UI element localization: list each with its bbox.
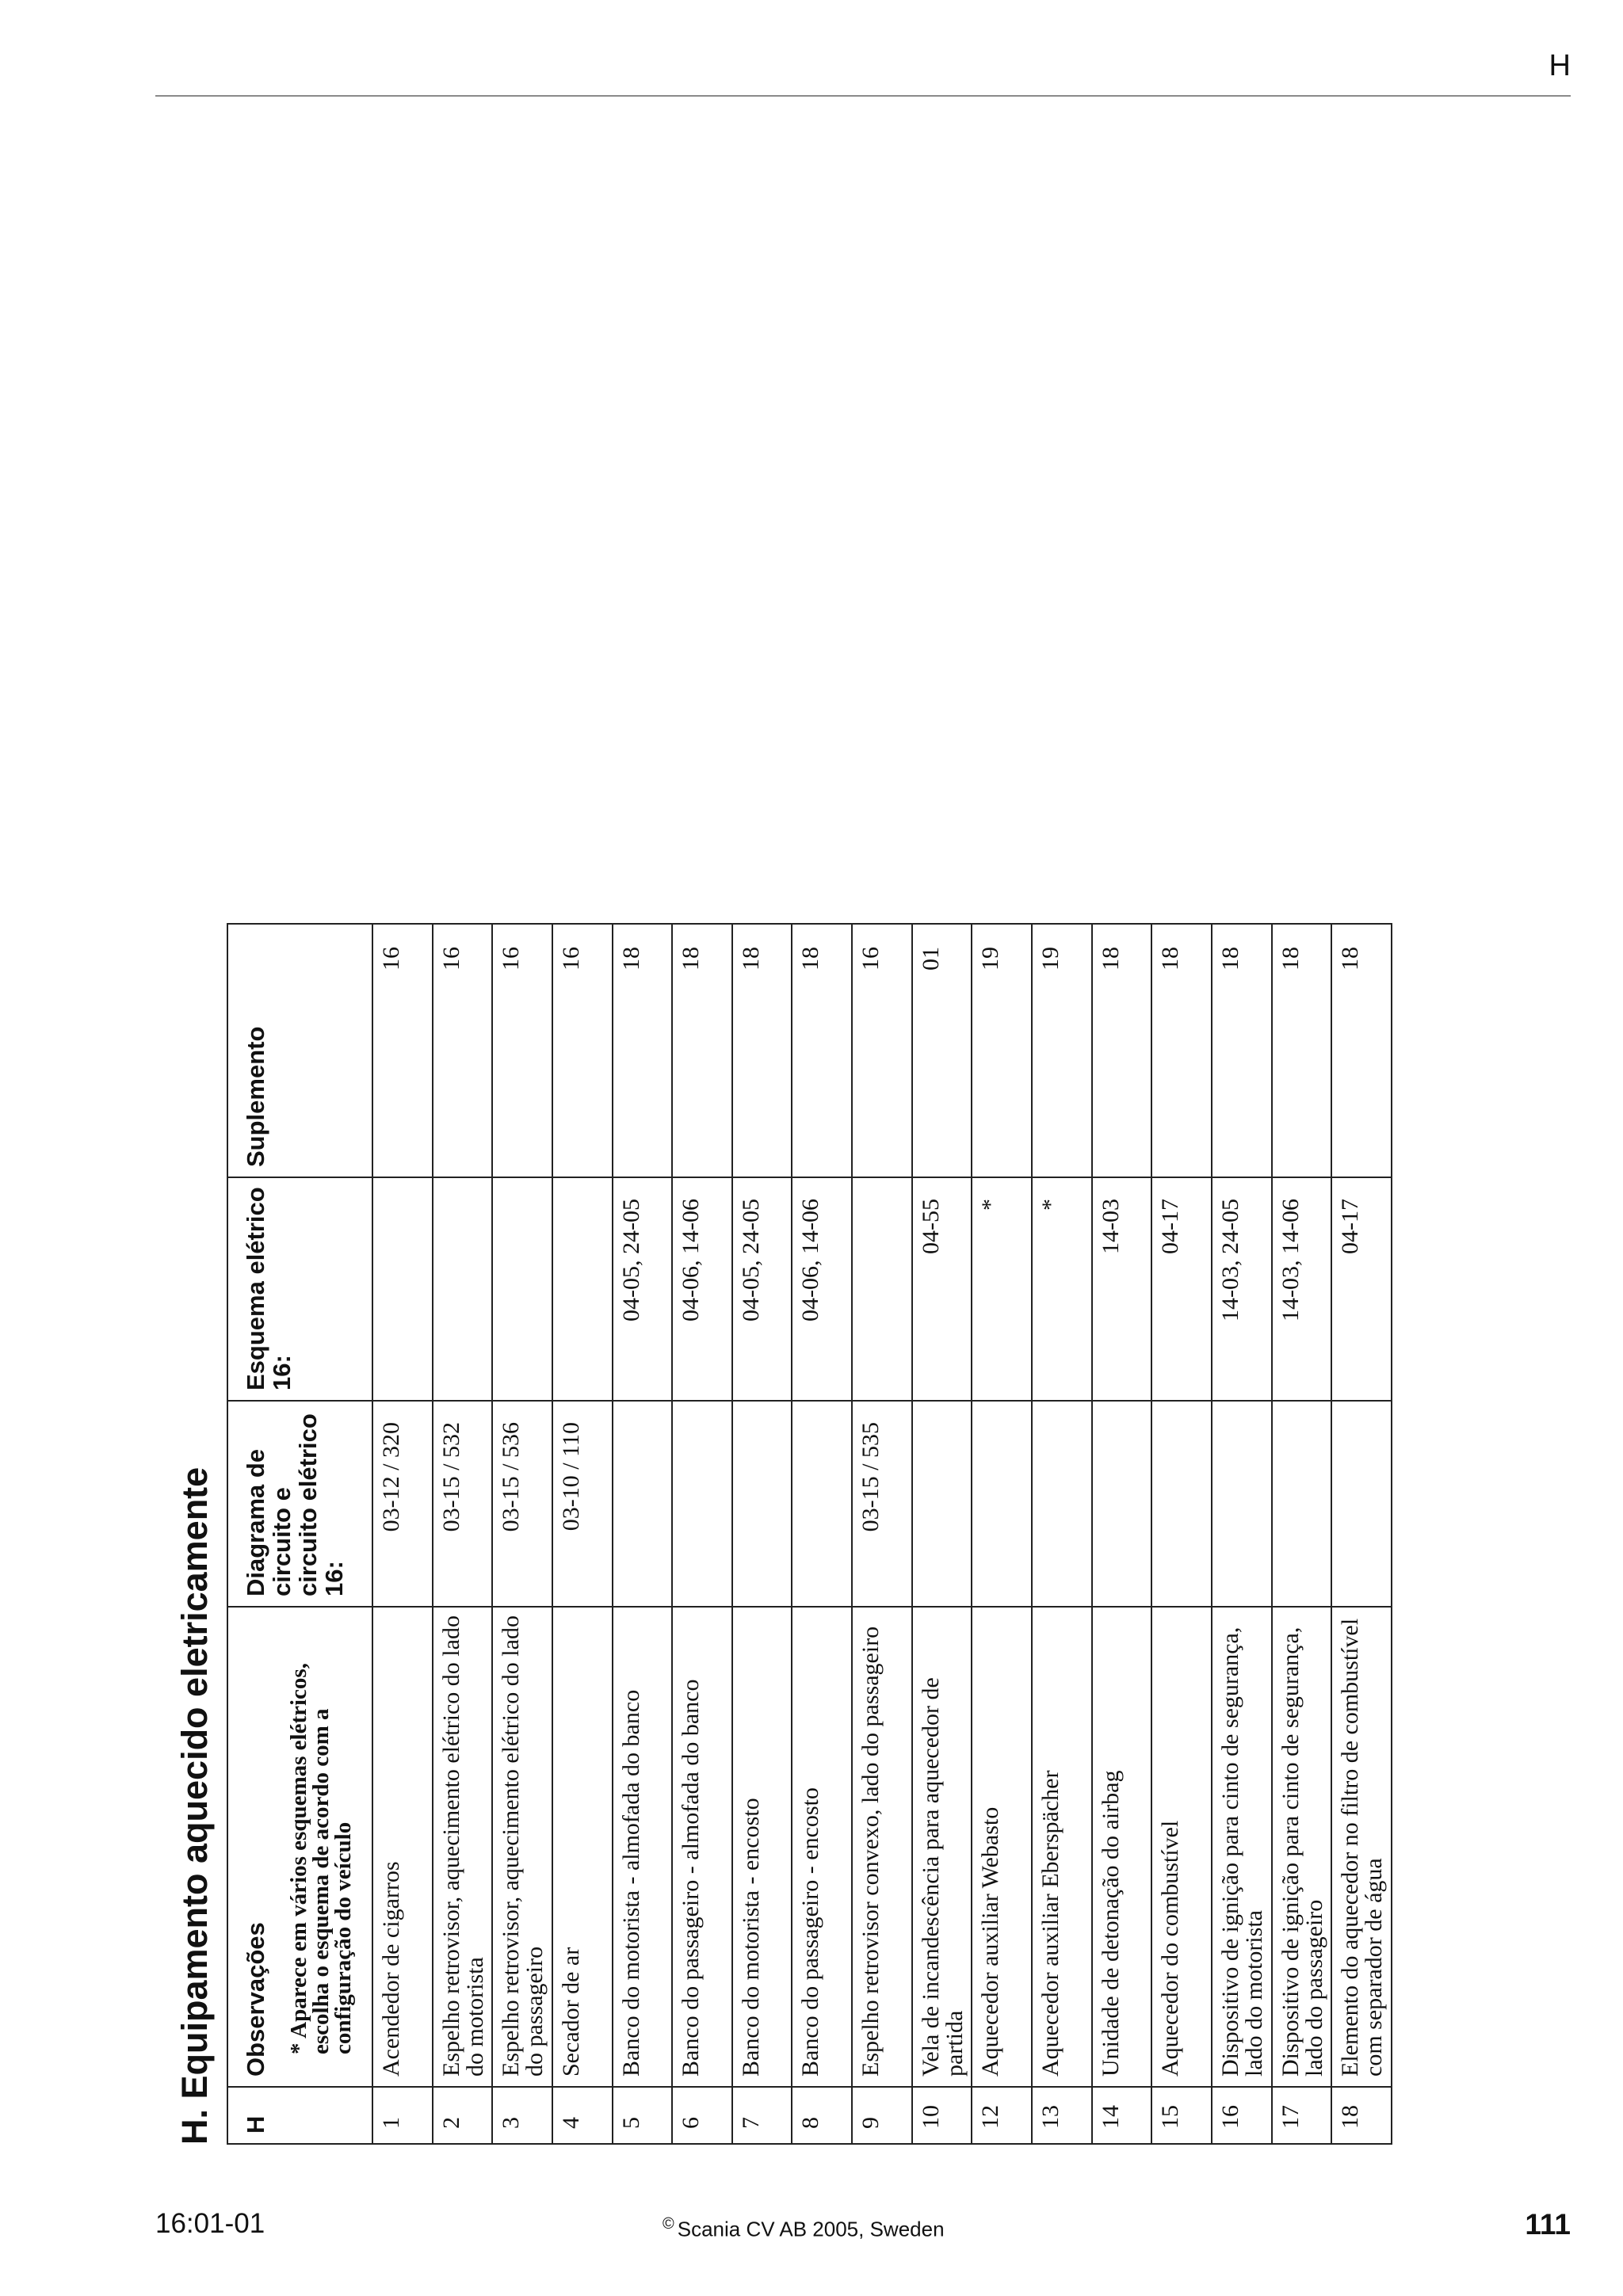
row-observacao: Banco do passageiro - almofada do banco	[672, 1607, 732, 2087]
table-row	[1272, 924, 1332, 2144]
row-esquema: 14-03, 14-06	[1272, 1177, 1332, 1401]
header-diagrama: Diagrama de circuito e circuito elétrico 16:	[227, 1401, 372, 1607]
table-row	[672, 924, 732, 2144]
table-row	[1212, 924, 1272, 2144]
row-esquema: 04-06, 14-06	[792, 1177, 852, 1401]
row-diagrama: 03-10 / 110	[552, 1401, 613, 1607]
header-divider	[155, 95, 1571, 97]
footer-page-number: 111	[1525, 2208, 1571, 2241]
row-number: 9	[852, 2087, 912, 2144]
row-suplemento: 16	[492, 924, 552, 1177]
row-observacao: Secador de ar	[552, 1607, 613, 2087]
table-row	[732, 924, 792, 2144]
row-suplemento: 01	[912, 924, 972, 1177]
row-diagrama	[912, 1401, 972, 1607]
row-suplemento: 18	[1331, 924, 1392, 1177]
row-diagrama	[732, 1401, 792, 1607]
row-diagrama	[792, 1401, 852, 1607]
rotated-content	[168, 925, 1472, 2145]
row-esquema: 04-17	[1151, 1177, 1212, 1401]
row-suplemento: 16	[852, 924, 912, 1177]
row-esquema: 04-05, 24-05	[613, 1177, 673, 1401]
row-observacao: Acendedor de cigarros	[372, 1607, 433, 2087]
row-esquema: *	[972, 1177, 1032, 1401]
table-row	[912, 924, 972, 2144]
header-observacoes-label: Observações	[242, 1922, 269, 2077]
row-observacao: Dispositivo de ignição para cinto de segurança, lado do passageiro	[1272, 1607, 1332, 2087]
row-observacao: Elemento do aquecedor no filtro de combustível com separador de água	[1331, 1607, 1392, 2087]
row-esquema	[372, 1177, 433, 1401]
row-number: 18	[1331, 2087, 1392, 2144]
equipment-table	[227, 923, 1392, 2145]
row-diagrama: 03-12 / 320	[372, 1401, 433, 1607]
table-row	[433, 924, 493, 2144]
table-row	[1331, 924, 1392, 2144]
row-number: 16	[1212, 2087, 1272, 2144]
header-suplemento: Suplemento	[227, 924, 372, 1177]
header-observacoes	[227, 1607, 372, 2087]
row-observacao: Espelho retrovisor, aquecimento elétrico do lado do passageiro	[492, 1607, 552, 2087]
row-suplemento: 18	[1272, 924, 1332, 1177]
row-diagrama	[1092, 1401, 1152, 1607]
row-number: 4	[552, 2087, 613, 2144]
copyright-text: Scania CV AB 2005, Sweden	[677, 2217, 945, 2241]
row-number: 13	[1032, 2087, 1092, 2144]
row-esquema	[492, 1177, 552, 1401]
row-suplemento: 18	[672, 924, 732, 1177]
page-title: H. Equipamento aquecido eletricamente	[174, 1466, 215, 2145]
table-body	[372, 924, 1392, 2144]
row-suplemento: 18	[613, 924, 673, 1177]
row-diagrama	[1032, 1401, 1092, 1607]
row-number: 17	[1272, 2087, 1332, 2144]
row-esquema: 04-06, 14-06	[672, 1177, 732, 1401]
row-suplemento: 18	[792, 924, 852, 1177]
row-suplemento: 16	[372, 924, 433, 1177]
section-letter: H	[1549, 49, 1571, 82]
table-row	[852, 924, 912, 2144]
row-diagrama: 03-15 / 532	[433, 1401, 493, 1607]
row-number: 2	[433, 2087, 493, 2144]
row-suplemento: 19	[972, 924, 1032, 1177]
row-suplemento: 19	[1032, 924, 1092, 1177]
footer-doc-code: 16:01-01	[155, 2208, 265, 2239]
row-number: 7	[732, 2087, 792, 2144]
row-observacao: Banco do motorista - encosto	[732, 1607, 792, 2087]
row-diagrama	[1151, 1401, 1212, 1607]
table-row	[372, 924, 433, 2144]
table-row	[492, 924, 552, 2144]
row-diagrama: 03-15 / 536	[492, 1401, 552, 1607]
table-row	[972, 924, 1032, 2144]
row-suplemento: 18	[732, 924, 792, 1177]
row-esquema: 14-03	[1092, 1177, 1152, 1401]
table-row	[613, 924, 673, 2144]
table-row	[1032, 924, 1092, 2144]
table-row	[1151, 924, 1212, 2144]
row-number: 14	[1092, 2087, 1152, 2144]
row-number: 1	[372, 2087, 433, 2144]
row-diagrama	[972, 1401, 1032, 1607]
row-esquema: *	[1032, 1177, 1092, 1401]
row-esquema	[552, 1177, 613, 1401]
row-esquema: 14-03, 24-05	[1212, 1177, 1272, 1401]
row-number: 10	[912, 2087, 972, 2144]
row-esquema: 04-55	[912, 1177, 972, 1401]
row-observacao: Unidade de detonação do airbag	[1092, 1607, 1152, 2087]
row-observacao: Espelho retrovisor, aquecimento elétrico do lado do motorista	[433, 1607, 493, 2087]
row-number: 3	[492, 2087, 552, 2144]
table-row	[552, 924, 613, 2144]
header-h: H	[227, 2087, 372, 2144]
row-esquema: 04-05, 24-05	[732, 1177, 792, 1401]
row-observacao: Banco do motorista - almofada do banco	[613, 1607, 673, 2087]
row-diagrama: 03-15 / 535	[852, 1401, 912, 1607]
row-suplemento: 16	[552, 924, 613, 1177]
row-diagrama	[1212, 1401, 1272, 1607]
copyright-symbol: ©	[663, 2215, 674, 2233]
header-esquema: Esquema elétrico 16:	[227, 1177, 372, 1401]
row-suplemento: 18	[1212, 924, 1272, 1177]
row-observacao: Aquecedor auxiliar Eberspächer	[1032, 1607, 1092, 2087]
row-suplemento: 18	[1092, 924, 1152, 1177]
footer-copyright	[663, 2215, 945, 2242]
row-esquema	[433, 1177, 493, 1401]
table-header-row	[227, 924, 372, 2144]
row-suplemento: 16	[433, 924, 493, 1177]
table-row	[1092, 924, 1152, 2144]
row-number: 12	[972, 2087, 1032, 2144]
row-observacao: Espelho retrovisor convexo, lado do passageiro	[852, 1607, 912, 2087]
row-observacao: Dispositivo de ignição para cinto de segurança, lado do motorista	[1212, 1607, 1272, 2087]
row-observacao: Vela de incandescência para aquecedor de partida	[912, 1607, 972, 2087]
row-diagrama	[672, 1401, 732, 1607]
row-esquema: 04-17	[1331, 1177, 1392, 1401]
row-number: 8	[792, 2087, 852, 2144]
row-diagrama	[1272, 1401, 1332, 1607]
row-observacao: Aquecedor do combustível	[1151, 1607, 1212, 2087]
row-diagrama	[613, 1401, 673, 1607]
row-number: 15	[1151, 2087, 1212, 2144]
header-note: * Aparece em vários esquemas elétricos, escolha o esquema de acordo com a configuração do veículo	[286, 1663, 356, 2054]
row-suplemento: 18	[1151, 924, 1212, 1177]
table-row	[792, 924, 852, 2144]
row-observacao: Aquecedor auxiliar Webasto	[972, 1607, 1032, 2087]
row-diagrama	[1331, 1401, 1392, 1607]
row-esquema	[852, 1177, 912, 1401]
row-number: 6	[672, 2087, 732, 2144]
row-observacao: Banco do passageiro - encosto	[792, 1607, 852, 2087]
row-number: 5	[613, 2087, 673, 2144]
